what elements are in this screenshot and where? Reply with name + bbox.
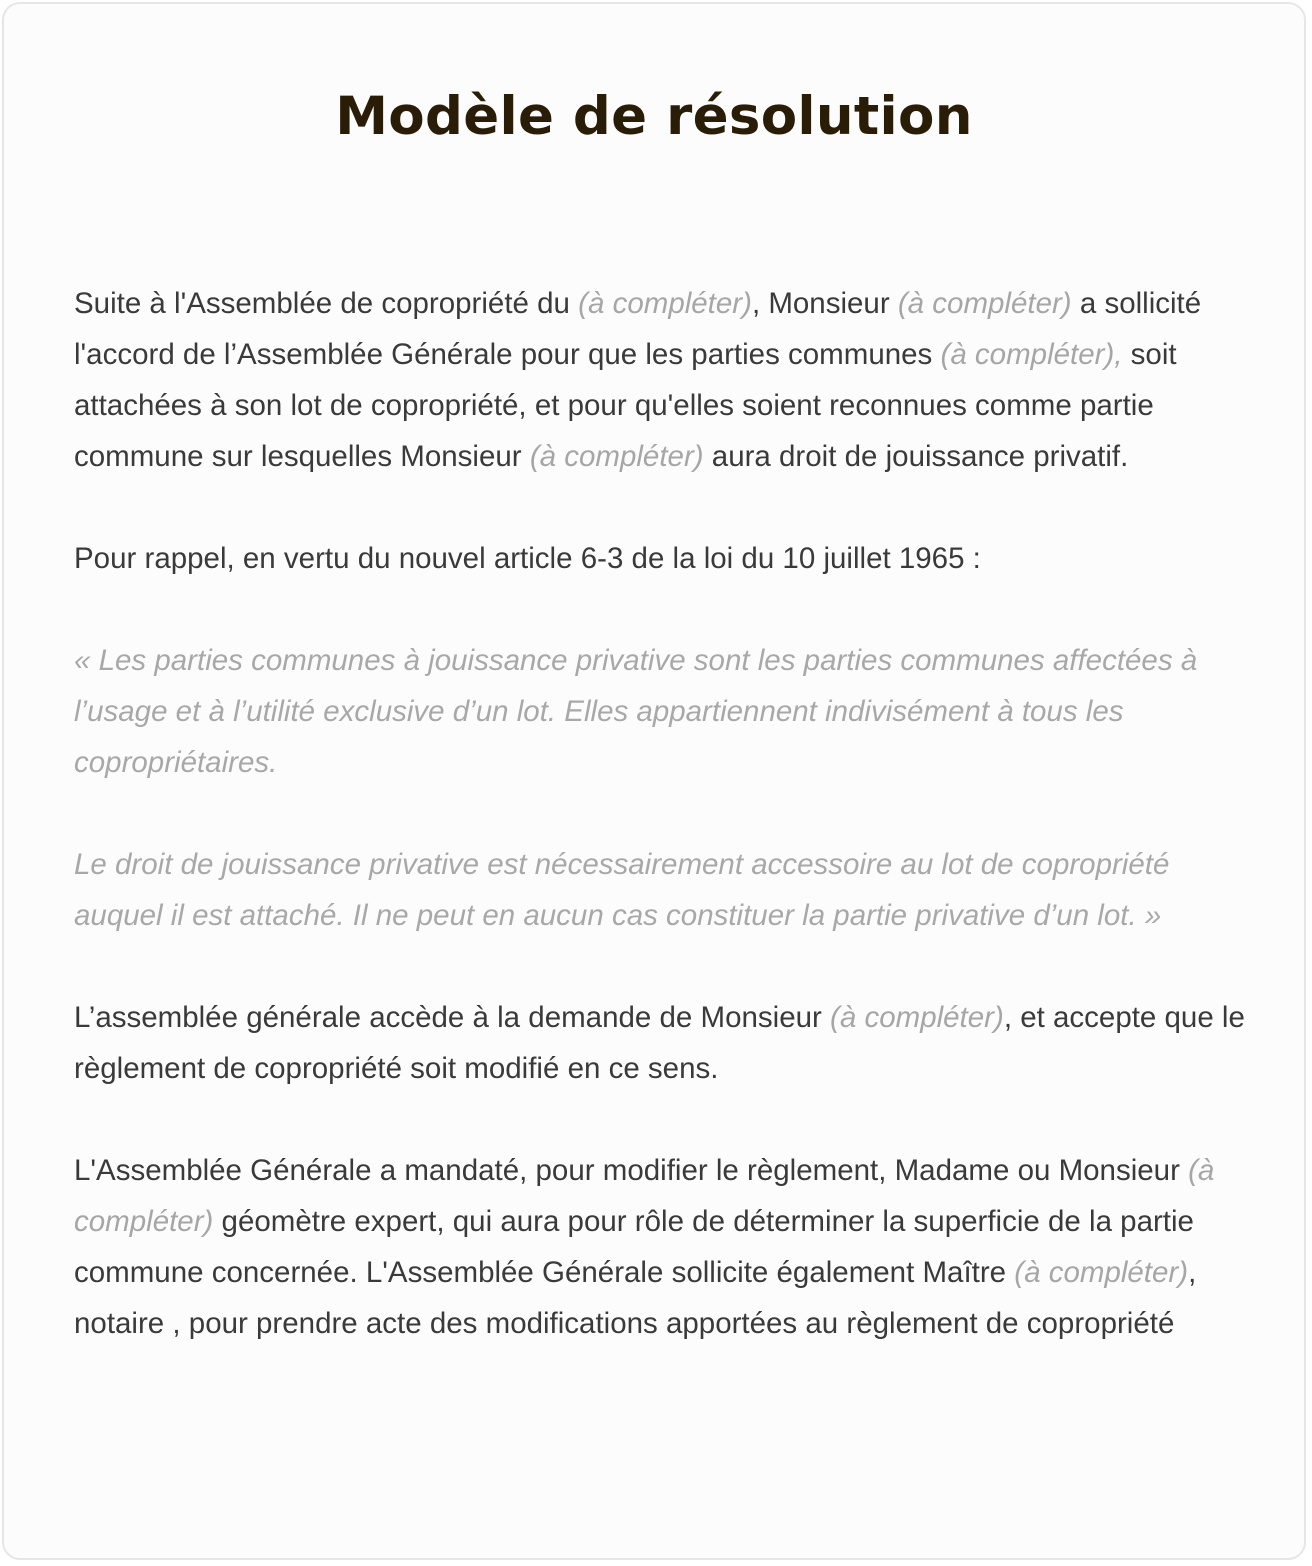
paragraph-text: géomètre expert, qui aura pour rôle de déterminer la superficie de la partie commune concernée. L'Assemblée Générale sollicite également Maître [74,1205,1194,1289]
paragraph-request [74,278,1254,482]
law-quote-2: Le droit de jouissance privative est nécessairement accessoire au lot de copropriété auquel il est attaché. Il ne peut en aucun cas constituer la partie privative d’un lot. » [74,848,1170,932]
paragraph-decision [74,992,1254,1094]
placeholder-surveyor-name: (à compléter) [74,1154,1215,1238]
placeholder-date: (à compléter) [578,287,752,320]
paragraph-reminder: Pour rappel, en vertu du nouvel article 6-3 de la loi du 10 juillet 1965 : [74,542,981,575]
placeholder-owner-name: (à compléter) [830,1001,1004,1034]
resolution-body [74,278,1254,1349]
paragraph-text: , notaire , pour prendre acte des modifications apportées au règlement de copropriété [74,1256,1197,1340]
paragraph-text: L'Assemblée Générale a mandaté, pour modifier le règlement, Madame ou Monsieur [74,1154,1189,1187]
placeholder-owner-name: (à compléter) [897,287,1072,320]
paragraph-text: aura droit de jouissance privatif. [703,440,1129,473]
page-title: Modèle de résolution [335,86,973,147]
paragraph-text: a sollicité l'accord de l’Assemblée Générale pour que les parties communes [74,287,1202,371]
placeholder-common-parts: (à compléter), [940,338,1123,371]
paragraph-text: soit attachées à son lot de copropriété, et pour qu'elles soient reconnues comme partie commune sur lesquelles Monsieur [74,338,1177,473]
paragraph-text: , Monsieur [751,287,898,320]
resolution-card [2,2,1306,1560]
placeholder-notary-name: (à compléter) [1014,1256,1189,1289]
law-quote-1: « Les parties communes à jouissance privative sont les parties communes affectées à l’usage et à l’utilité exclusive d’un lot. Elles appartiennent indivisément à tous les copropriétaires. [74,644,1198,779]
paragraph-text: L’assemblée générale accède à la demande de Monsieur [74,1001,831,1034]
placeholder-owner-name: (à compléter) [529,440,704,473]
paragraph-mandate [74,1145,1254,1349]
paragraph-text: Suite à l'Assemblée de copropriété du [74,287,579,320]
paragraph-text: , et accepte que le règlement de copropriété soit modifié en ce sens. [74,1001,1245,1085]
